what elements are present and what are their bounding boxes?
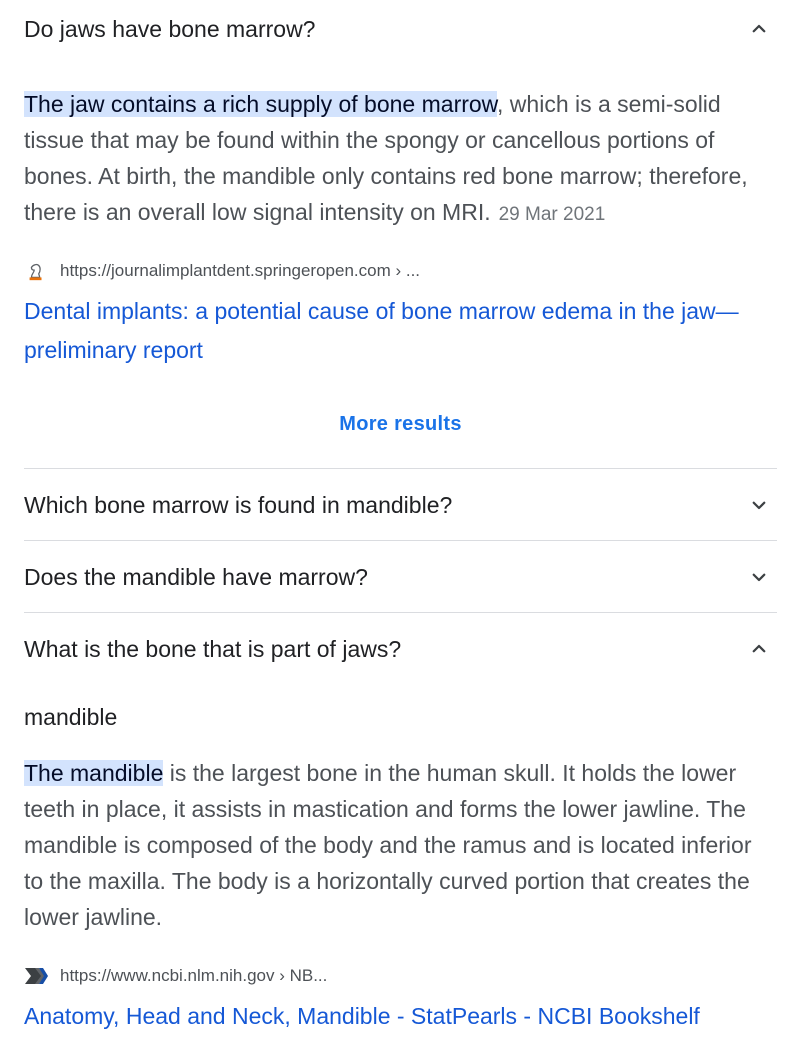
source-row[interactable] <box>24 964 327 988</box>
faq-question-row[interactable] <box>24 10 777 48</box>
faq-question: What is the bone that is part of jaws? <box>24 635 402 662</box>
chevron-up-icon[interactable] <box>749 639 769 659</box>
faq-question-row[interactable] <box>24 630 777 668</box>
answer-highlight: The mandible <box>24 760 164 786</box>
source-url: https://www.ncbi.nlm.nih.gov › NB... <box>60 966 328 985</box>
faq-question: Which bone marrow is found in mandible? <box>24 491 453 518</box>
answer-text: is the largest bone in the human skull. It holds the lower teeth in place, it assists in mastication and forms the lower jawline. The mandible is composed of the body and the ramus and is located inferior to the maxilla. The body is a horizontally curved portion that creates the lower jawline. <box>24 760 752 930</box>
divider <box>24 540 777 541</box>
faq-answer <box>24 86 777 233</box>
source-row[interactable] <box>24 259 420 283</box>
faq-question-row[interactable] <box>24 486 777 524</box>
result-title-link[interactable]: Dental implants: a potential cause of bone marrow edema in the jaw—preliminary report <box>24 298 739 363</box>
result-title-link[interactable]: Anatomy, Head and Neck, Mandible - StatPearls - NCBI Bookshelf <box>24 1003 700 1029</box>
faq-question-row[interactable] <box>24 558 777 596</box>
chevron-down-icon[interactable] <box>749 495 769 515</box>
featured-short-answer: mandible <box>24 704 118 730</box>
answer-date: 29 Mar 2021 <box>498 204 606 225</box>
faq-question: Do jaws have bone marrow? <box>24 15 316 42</box>
faq-answer <box>24 755 777 935</box>
answer-text: , which is a semi-solid tissue that may be found within the spongy or cancellous portions of bones. At birth, the mandible only contains red bone marrow; therefore, there is an overall low signal intensity on MRI. <box>24 91 748 225</box>
source-url: https://journalimplantdent.springeropen.com › ... <box>60 261 421 280</box>
chevron-up-icon[interactable] <box>749 19 769 39</box>
ncbi-bookshelf-icon <box>24 964 48 988</box>
more-results-button[interactable]: More results <box>339 413 462 435</box>
answer-highlight: The jaw contains a rich supply of bone marrow <box>24 91 498 117</box>
divider <box>24 468 777 469</box>
faq-question: Does the mandible have marrow? <box>24 563 368 590</box>
divider <box>24 612 777 613</box>
springer-chess-knight-icon <box>24 259 48 283</box>
chevron-down-icon[interactable] <box>749 567 769 587</box>
